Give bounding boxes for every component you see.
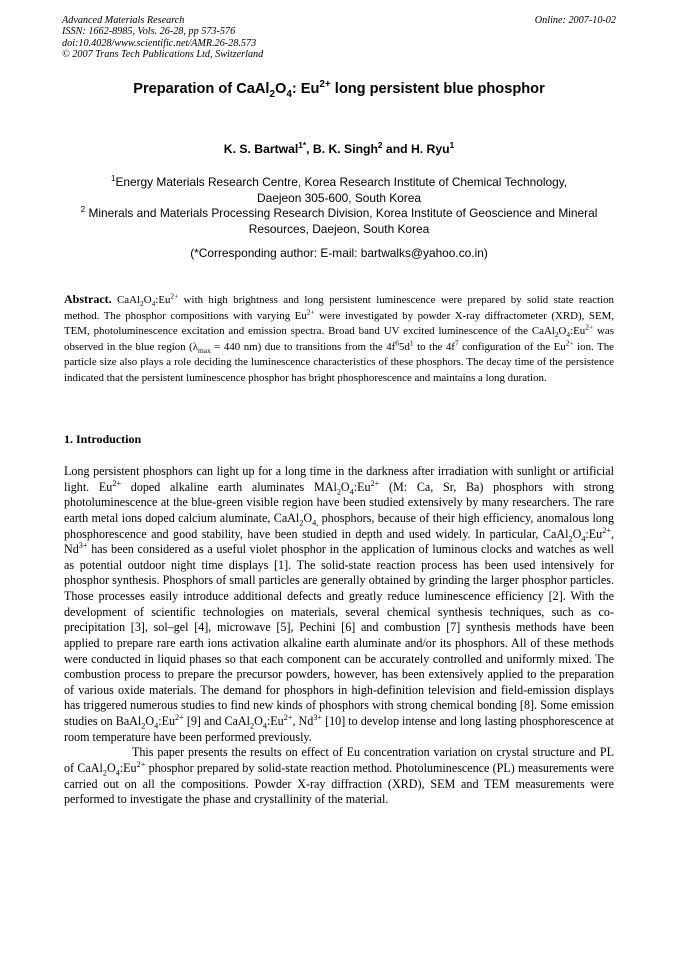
affiliation-2: $^2$ Minerals and Materials Processing Research Division, Korea Institute of Geoscience and Mineral bbox=[80, 205, 598, 221]
intro-paragraph-1: Long persistent phosphors can light up for a long time in the darkness after irradiation with sunlight or artificial light. $Eu^{2+}$ doped alkaline earth aluminates $MAl_2O_4:Eu^{2+}$ (M: Ca, Sr, Ba) phosphors with strong photoluminescence at the blue-green visible region have been studied extensively by many researchers. The rare earth metal ions doped calcium aluminate, $CaAl_2O_{4,}$ phosphors, because of their high efficiency, anomalous long phosphorescence and good stability, have been studied in depth and used widely. In particular, $CaAl_2O_4:Eu^{2+}$, $Nd^{3+}$ has been considered as a useful violet phosphor in the application of luminous clocks and watches as well as potential outdoor night time displays [1]. The solid-state reaction process has been used intensively for phosphor synthesis. Phosphors of small particles are generally obtained by grinding the larger phosphor particles. Those processes easily introduce additional defects and greatly reduce luminescence efficiency [2]. With the development of scientific technologies on materials, several chemical synthesis techniques, such as co- precipitation [3], sol–gel [4], microwave [5], Pechini [6] and combustion [7] synthesis methods have been applied to prepare rare earth ions activation alkaline earth aluminate and/or its phosphors. All of these methods were conducted in liquid phases so that each component can be accurately controlled and uniformly mixed. The combustion process to prepare the precursor powders, however, has been extensively applied to the preparation of various oxide materials. The demand for phosphors in high-definition television and field-emission displays has triggered numerous studies to find new kinds of phosphors with strong chemical bonding [8]. Some emission studies on $BaAl_2O_4:Eu^{2+}$ [9] and $CaAl_2O_4:Eu^{2+}$, $Nd^{3+}$ [10] to develop intense and long lasting phosphorescence at room temperature have been performed previously. bbox=[64, 464, 614, 744]
doi-line: doi:10.4028/www.scientific.net/AMR.26-28.573 bbox=[62, 37, 257, 49]
abstract-label: Abstract. bbox=[64, 292, 112, 306]
corresponding-author: (*Corresponding author: E-mail: bartwalks@yahoo.co.in) bbox=[190, 246, 488, 260]
section-heading-introduction: 1. Introduction bbox=[64, 432, 142, 446]
affiliation-1-line-2: Daejeon 305-600, South Korea bbox=[257, 190, 421, 205]
copyright-line: © 2007 Trans Tech Publications Ltd, Switzerland bbox=[62, 49, 264, 61]
introduction-body bbox=[64, 464, 614, 808]
issn-line: ISSN: 1662-8985, Vols. 26-28, pp 573-576 bbox=[62, 26, 236, 38]
online-date: Online: 2007-10-02 bbox=[534, 15, 616, 26]
abstract: Abstract. $CaAl_2O_4:Eu^{2+}$ with high brightness and long persistent luminescence were prepared by solid state reaction method. The phosphor compositions with varying $Eu^{2+}$ were investigated by powder X-ray diffractometer (XRD), SEM, TEM, photoluminescence excitation and emission spectra. Broad band UV excited luminescence of the $CaAl_2O_4:Eu^{2+}$ was observed in the blue region ($\lambda_{max} = 440$ nm) due to transitions from the $4f^65d^1$ to the $4f^7$ configuration of the $Eu^{2+}$ ion. The particle size also plays a role deciding the luminescence characteristics of these phosphors. The decay time of the persistence indicated that the persistent luminescence phosphor has bright phosphorescence and maintains a long duration. bbox=[64, 291, 615, 384]
journal-header bbox=[62, 15, 616, 61]
journal-name: Advanced Materials Research bbox=[62, 15, 185, 26]
affiliation-2-line-2: Resources, Daejeon, South Korea bbox=[248, 221, 430, 236]
affiliations bbox=[55, 175, 623, 237]
affiliation-1: $^1$Energy Materials Research Centre, Korea Research Institute of Chemical Technology, bbox=[110, 174, 568, 189]
paper-title: Preparation of $CaAl_2O_4$: $Eu^{2+}$ long persistent blue phosphor bbox=[133, 79, 545, 100]
author-list: K. S. Bartwal$^{1*}$, B. K. Singh$^2$ and H. Ryu$^1$ bbox=[223, 139, 455, 156]
intro-paragraph-2: This paper presents the results on effect of Eu concentration variation on crystal structure and PL of $CaAl_2O_4:Eu^{2+}$ phosphor prepared by solid-state reaction method. Photoluminescence (PL) measurements were carried out on all the compositions. Powder X-ray diffraction (XRD), SEM and TEM measurements were performed to investigate the phase and crystallinity of the material. bbox=[64, 745, 614, 807]
